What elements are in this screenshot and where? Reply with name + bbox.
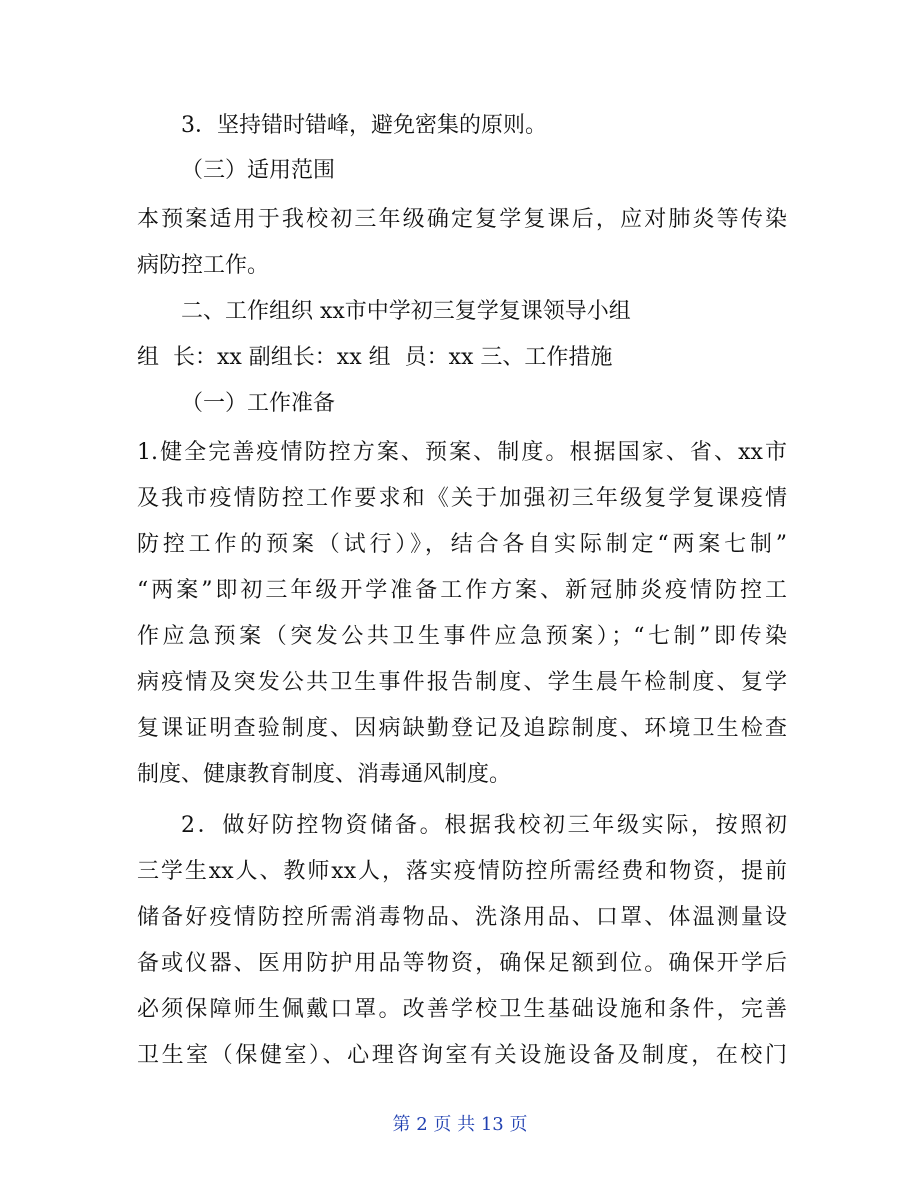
text-line-21: 卫生室（保健室）、心理咨询室有关设施设备及制度，在校门 [137, 1043, 787, 1068]
text-line-17: 三学生xx人、教师xx人，落实疫情防控所需经费和物资，提前 [137, 859, 787, 884]
text-line-8: 1.健全完善疫情防控方案、预案、制度。根据国家、省、xx市 [137, 440, 787, 465]
text-line-19: 备或仪器、医用防护用品等物资，确保足额到位。确保开学后 [137, 951, 787, 976]
text-line-1: 3．坚持错时错峰，避免密集的原则。 [181, 113, 547, 138]
text-line-12: 作应急预案（突发公共卫生事件应急预案）；“七制”即传染 [137, 624, 787, 649]
text-line-3: 本预案适用于我校初三年级确定复学复课后，应对肺炎等传染 [137, 207, 787, 232]
text-line-16: 2．做好防控物资储备。根据我校初三年级实际，按照初 [181, 813, 787, 838]
text-line-2: （三）适用范围 [181, 158, 336, 183]
text-line-10: 防控工作的预案（试行）》，结合各自实际制定“两案七制” [137, 532, 787, 557]
text-line-14: 复课证明查验制度、因病缺勤登记及追踪制度、环境卫生检查 [137, 716, 787, 741]
text-line-5: 二、工作组织 xx市中学初三复学复课领导小组 [181, 299, 631, 324]
page-number-footer: 第 2 页 共 13 页 [392, 1114, 528, 1135]
text-line-13: 病疫情及突发公共卫生事件报告制度、学生晨午检制度、复学 [137, 670, 787, 695]
text-line-11: “两案”即初三年级开学准备工作方案、新冠肺炎疫情防控工 [137, 578, 787, 603]
text-line-7: （一）工作准备 [181, 391, 336, 416]
text-line-6: 组 长：xx 副组长：xx 组 员：xx 三、工作措施 [137, 345, 613, 370]
text-line-18: 储备好疫情防控所需消毒物品、洗涤用品、口罩、体温测量设 [137, 905, 787, 930]
text-line-20: 必须保障师生佩戴口罩。改善学校卫生基础设施和条件，完善 [137, 997, 787, 1022]
text-line-9: 及我市疫情防控工作要求和《关于加强初三年级复学复课疫情 [137, 486, 787, 511]
text-line-4: 病防控工作。 [137, 253, 270, 278]
text-line-15: 制度、健康教育制度、消毒通风制度。 [137, 762, 512, 787]
